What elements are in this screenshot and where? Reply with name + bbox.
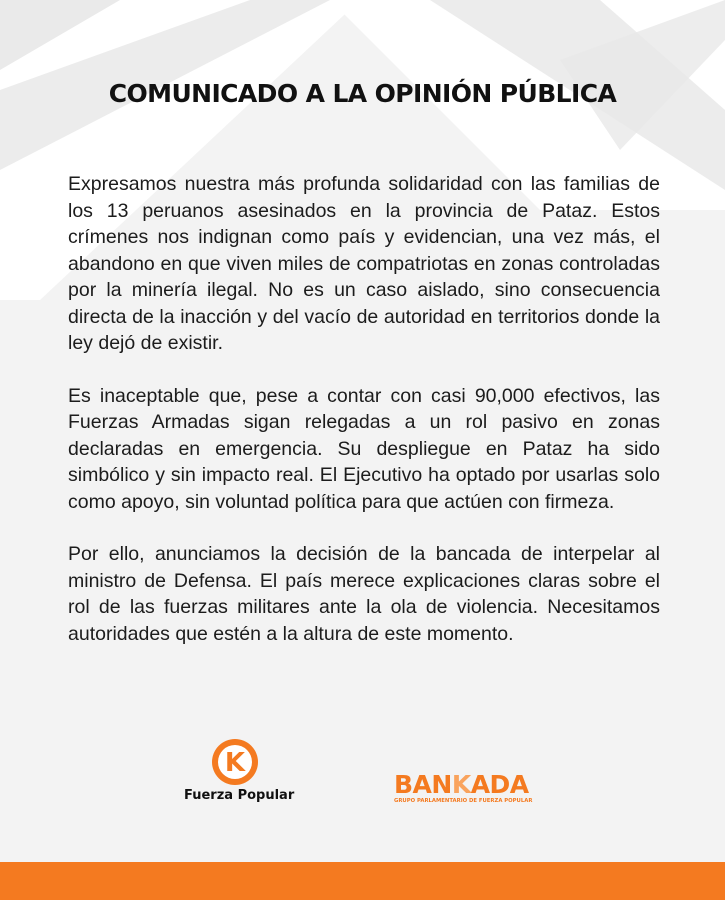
- paragraph-2: Es inaceptable que, pese a contar con casi 90,000 efectivos, las Fuerzas Armadas sigan relegadas a un rol pasivo en zonas declaradas en emergencia. Su despliegue en Pataz ha sido simbólico y sin impacto real. El Ejecutivo ha optado por usarlas solo como apoyo, sin voluntad política para que actúen con firmeza.: [68, 384, 660, 513]
- bancada-word-part2: ADA: [470, 770, 529, 799]
- party-name: Fuerza Popular: [184, 788, 295, 803]
- k-circle-icon: [211, 738, 259, 786]
- page-title: COMUNICADO A LA OPINIÓN PÚBLICA: [108, 79, 617, 108]
- footer-bar: [0, 862, 725, 900]
- svg-text:BANKADA: [394, 770, 530, 799]
- fuerza-popular-logo: [184, 738, 295, 808]
- k-letter: K: [224, 748, 246, 778]
- bancada-logo: [390, 760, 545, 808]
- bancada-word-k: K: [451, 770, 471, 799]
- paragraph-1: Expresamos nuestra más profunda solidaridad con las familias de los 13 peruanos asesinados en la provincia de Pataz. Estos crímenes nos indignan como país y evidencian, una vez más, el abandono en que viven miles de compatriotas en zonas controladas por la minería ilegal. No es un caso aislado, sino consecuencia directa de la inacción y del vacío de autoridad en territorios donde la ley dejó de existir.: [68, 173, 660, 354]
- statement-body: [68, 171, 660, 673]
- paragraph-3: Por ello, anunciamos la decisión de la bancada de interpelar al ministro de Defensa. El país merece explicaciones claras sobre el rol de las fuerzas militares ante la ola de violencia. Necesitamos autoridades que estén a la altura de este momento.: [68, 543, 660, 645]
- bancada-subtitle: GRUPO PARLAMENTARIO DE FUERZA POPULAR: [394, 798, 533, 804]
- bancada-word-part1: BAN: [394, 770, 452, 799]
